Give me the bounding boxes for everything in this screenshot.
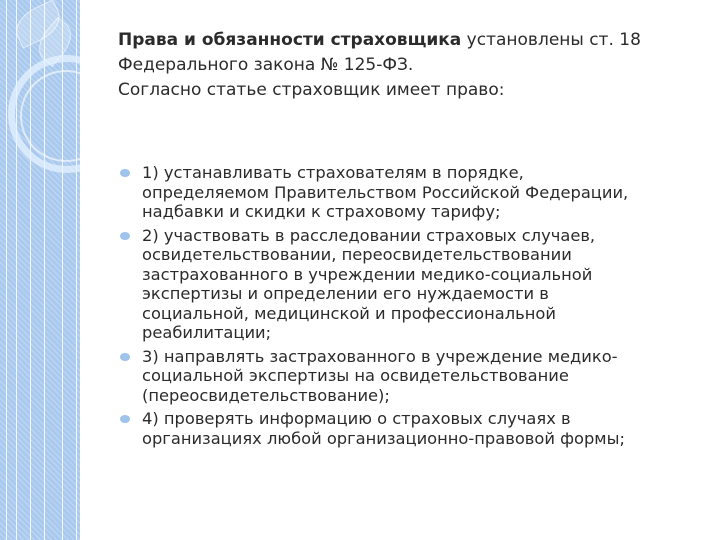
item-line: социальной экспертизы на освидетельствование: [142, 366, 569, 385]
heading-bold-term: Права и обязанности страховщика: [118, 30, 462, 50]
heading-line-3: Согласно статье страховщик имеет право:: [118, 80, 505, 100]
item-line: определяемом Правительством Российской Федерации,: [142, 182, 629, 202]
item-line: 3) направлять застрахованного в учреждение медико-: [142, 346, 618, 366]
bullet-icon: [120, 415, 130, 423]
decorative-side-band: [0, 0, 80, 540]
item-line: застрахованного в учреждении медико-социальной: [142, 264, 593, 284]
item-line: организациях любой организационно-правовой формы;: [142, 428, 625, 448]
heading-line-2: Федерального закона № 125-ФЗ.: [118, 55, 414, 75]
item-line: социальной, медицинской и профессиональной: [142, 303, 556, 323]
item-line: экспертизы и определении его нуждаемости в: [142, 284, 549, 303]
bullet-icon: [120, 169, 130, 177]
item-line: 1) устанавливать страхователям в порядке,: [142, 163, 524, 182]
item-line: надбавки и скидки к страховому тарифу;: [142, 202, 501, 221]
list-item: [118, 163, 698, 222]
rights-list: [118, 163, 698, 452]
bullet-icon: [120, 353, 130, 361]
item-line: освидетельствовании, переосвидетельствовании: [142, 245, 572, 264]
item-line: 4) проверять информацию о страховых случаях в: [142, 409, 571, 428]
heading-line-1: [118, 28, 698, 53]
bullet-icon: [120, 232, 130, 240]
item-line: (переосвидетельствование);: [142, 385, 390, 405]
heading-line-1-rest: установлены ст. 18: [461, 30, 641, 50]
list-item: [118, 347, 698, 406]
slide-heading: [118, 28, 698, 103]
list-item: [118, 226, 698, 343]
band-stripe: [6, 0, 7, 540]
item-line: реабилитации;: [142, 323, 272, 342]
item-line: 2) участвовать в расследовании страховых случаев,: [142, 225, 596, 245]
list-item: [118, 409, 698, 448]
